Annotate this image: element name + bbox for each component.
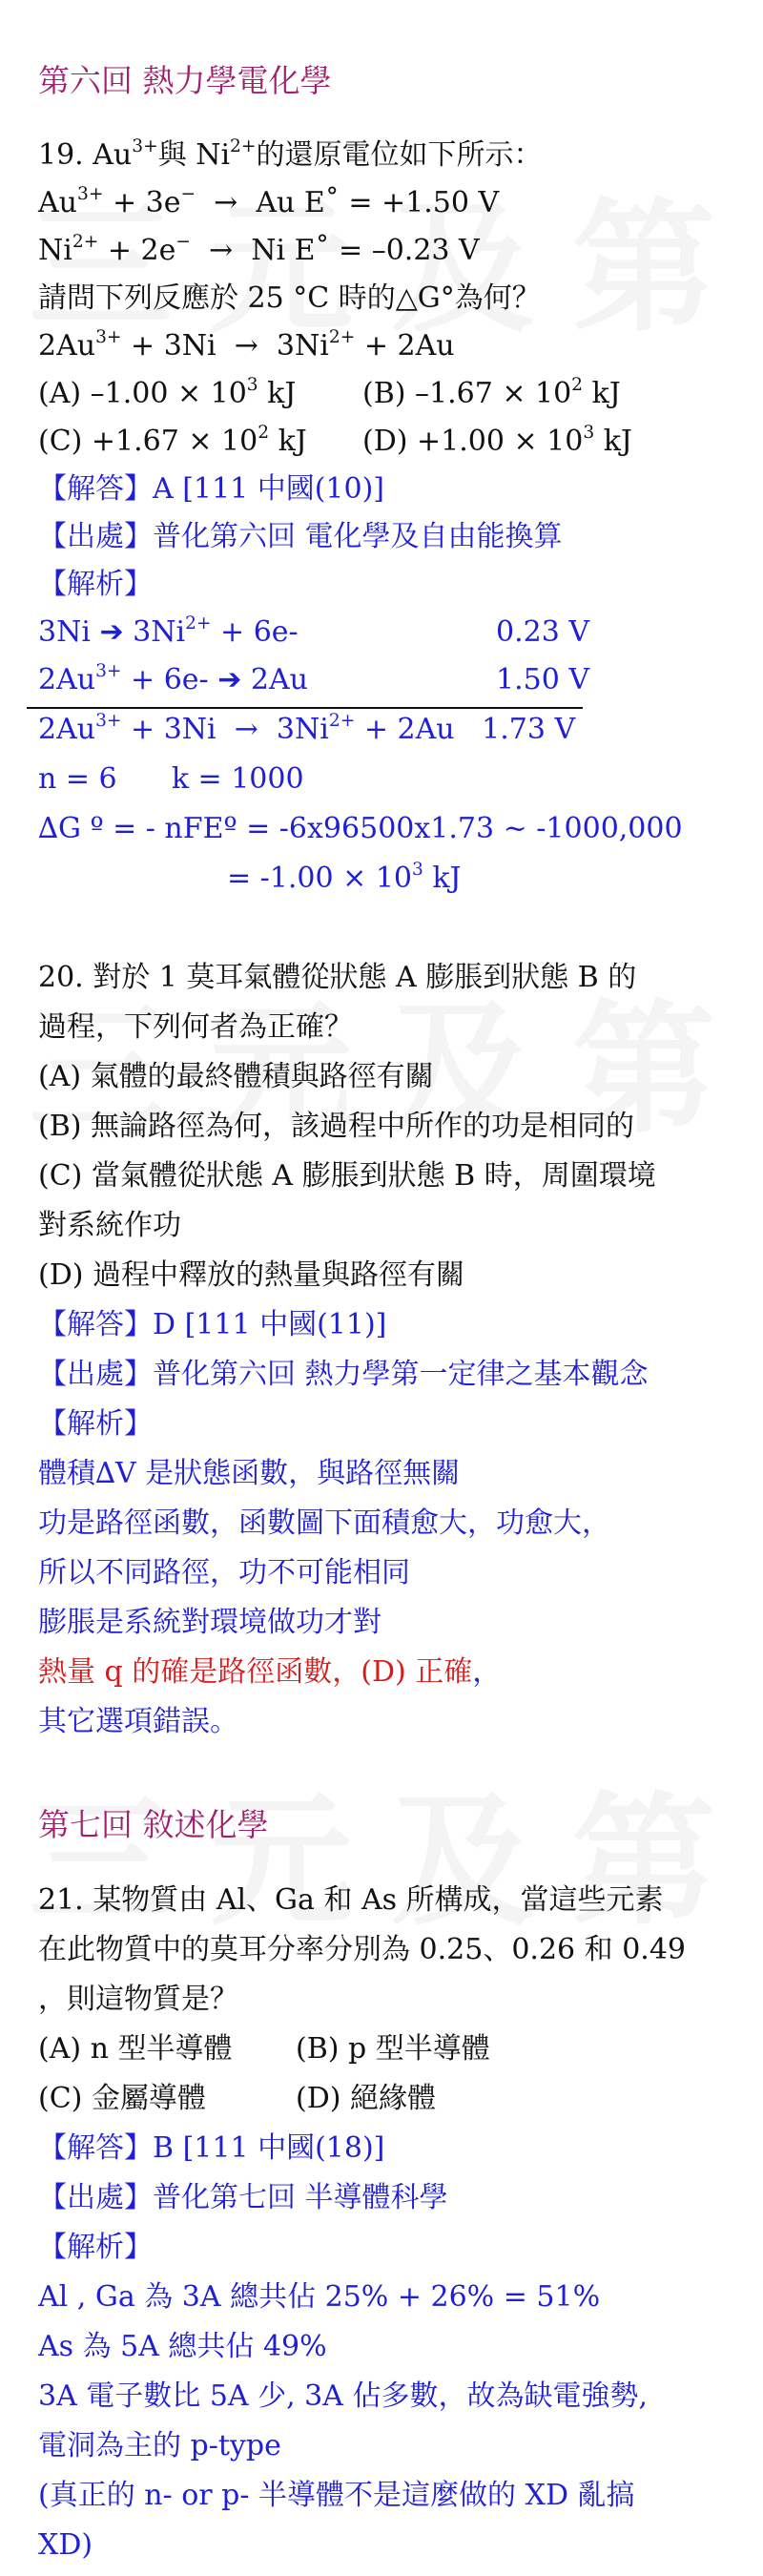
option-d: (D) 絕緣體	[296, 2082, 436, 2115]
option-b: (B) 無論路徑為何，該過程中所作的功是相同的	[38, 1110, 634, 1143]
analysis-label: 【解析】	[38, 568, 153, 601]
calc-nk: n = 6 k = 1000	[38, 762, 304, 796]
option-row	[38, 2030, 490, 2068]
option-a: (A) $-1.00 \times 10^3$ kJ	[38, 375, 297, 410]
analysis-text: Al , Ga 為 3A 總共佔 25% + 26% = 51%	[38, 2280, 601, 2314]
option-row	[38, 375, 621, 413]
analysis-highlight: 熱量 q 的確是路徑函數，(D) 正確，	[38, 1655, 502, 1689]
calc-dg: ∆G º = - nFEº = -6x96500x1.73 ~ -1000,000	[38, 812, 683, 845]
question-stem: 在此物質中的莫耳分率分別為 0.25、0.26 和 0.49	[38, 1933, 686, 1966]
answer-line: 【解答】B [111 中國(18)]	[38, 2131, 385, 2165]
analysis-label: 【解析】	[38, 2231, 153, 2264]
option-c-cont: 對系統作功	[38, 1209, 181, 1242]
source-line: 【出處】普化第六回 電化學及自由能換算	[38, 520, 563, 553]
question-stem: 21. 某物質由 Al、Ga 和 As 所構成，當這些元素	[38, 1883, 664, 1917]
question-stem: 20. 對於 1 莫耳氣體從狀態 A 膨脹到狀態 B 的	[38, 961, 637, 994]
analysis-text: 膨脹是系統對環境做功才對	[38, 1606, 382, 1639]
section-heading: 第六回 熱力學電化學	[38, 62, 332, 99]
option-a: (A) 氣體的最終體積與路徑有關	[38, 1060, 434, 1093]
watermark	[29, 1746, 734, 1952]
section-heading: 第七回 敘述化學	[38, 1806, 269, 1843]
equation: $Au^{3+} + 3e^- \to Au$ E˚ = +1.50 V	[38, 184, 500, 219]
analysis-text: (真正的 n- or p- 半導體不是這麼做的 XD 亂搞	[38, 2479, 635, 2512]
analysis-text: 電洞為主的 p-type	[38, 2429, 281, 2462]
calc-sum: $2Au^{3+} + 3Ni \to 3Ni^{2+} + 2Au$ 1.73 V	[38, 711, 576, 746]
calc-dg-result: = $-1.00 \times 10^3$ kJ	[227, 860, 462, 895]
analysis-text: 3A 電子數比 5A 少, 3A 佔多數，故為缺電強勢,	[38, 2379, 649, 2413]
question-stem: 19. $Au^{3+}$與 $Ni^{2+}$的還原電位如下所示：	[38, 136, 543, 172]
source-line: 【出處】普化第七回 半導體科學	[38, 2181, 448, 2214]
answer-line: 【解答】A [111 中國(10)]	[38, 472, 384, 506]
analysis-text: 功是路徑函數，函數圖下面積愈大，功愈大，	[38, 1506, 610, 1540]
option-d: (D) 過程中釋放的熱量與路徑有關	[38, 1258, 464, 1292]
answer-line: 【解答】D [111 中國(11)]	[38, 1308, 387, 1341]
question-ask: 請問下列反應於 25 °C 時的△G°為何？	[38, 281, 541, 315]
option-row	[38, 423, 632, 461]
option-c: $(C) +1.67 \times 10^2$ kJ	[38, 423, 307, 458]
analysis-text: As 為 5A 總共佔 49%	[38, 2330, 327, 2363]
reaction: $2Au^{3+} + 3Ni \to 3Ni^{2+} + 2Au$	[38, 327, 455, 363]
sum-rule	[27, 707, 583, 709]
option-d: $(D) +1.00 \times 10^3$ kJ	[362, 423, 632, 458]
source-line: 【出處】普化第六回 熱力學第一定律之基本觀念	[38, 1358, 649, 1391]
option-c: (C) 金屬導體	[38, 2082, 206, 2115]
option-b: (B) $-1.67 \times 10^2$ kJ	[362, 375, 621, 410]
calc-line: 3Ni ➔ $3Ni^{2+} + 6e-$ 0.23 V	[38, 613, 589, 649]
option-row	[38, 2080, 436, 2118]
question-stem: 過程，下列何者為正確？	[38, 1010, 353, 1044]
option-b: (B) p 型半導體	[296, 2032, 490, 2066]
equation: $Ni^{2+} + 2e^- \to Ni$ E˚ = –0.23 V	[38, 232, 480, 267]
analysis-text: 體積∆V 是狀態函數，與路徑無關	[38, 1457, 461, 1490]
analysis-text: XD)	[38, 2528, 93, 2562]
analysis-label: 【解析】	[38, 1407, 153, 1441]
question-stem: ，則這物質是？	[38, 1983, 238, 2016]
analysis-text: 其它選項錯誤。	[38, 1705, 238, 1738]
option-a: (A) n 型半導體	[38, 2032, 233, 2066]
analysis-text: 所以不同路徑，功不可能相同	[38, 1556, 410, 1589]
option-c: (C) 當氣體從狀態 A 膨脹到狀態 B 時，周圍環境	[38, 1159, 656, 1193]
calc-line: $2Au^{3+} + 6e-$ ➔ 2Au 1.50 V	[38, 661, 589, 696]
